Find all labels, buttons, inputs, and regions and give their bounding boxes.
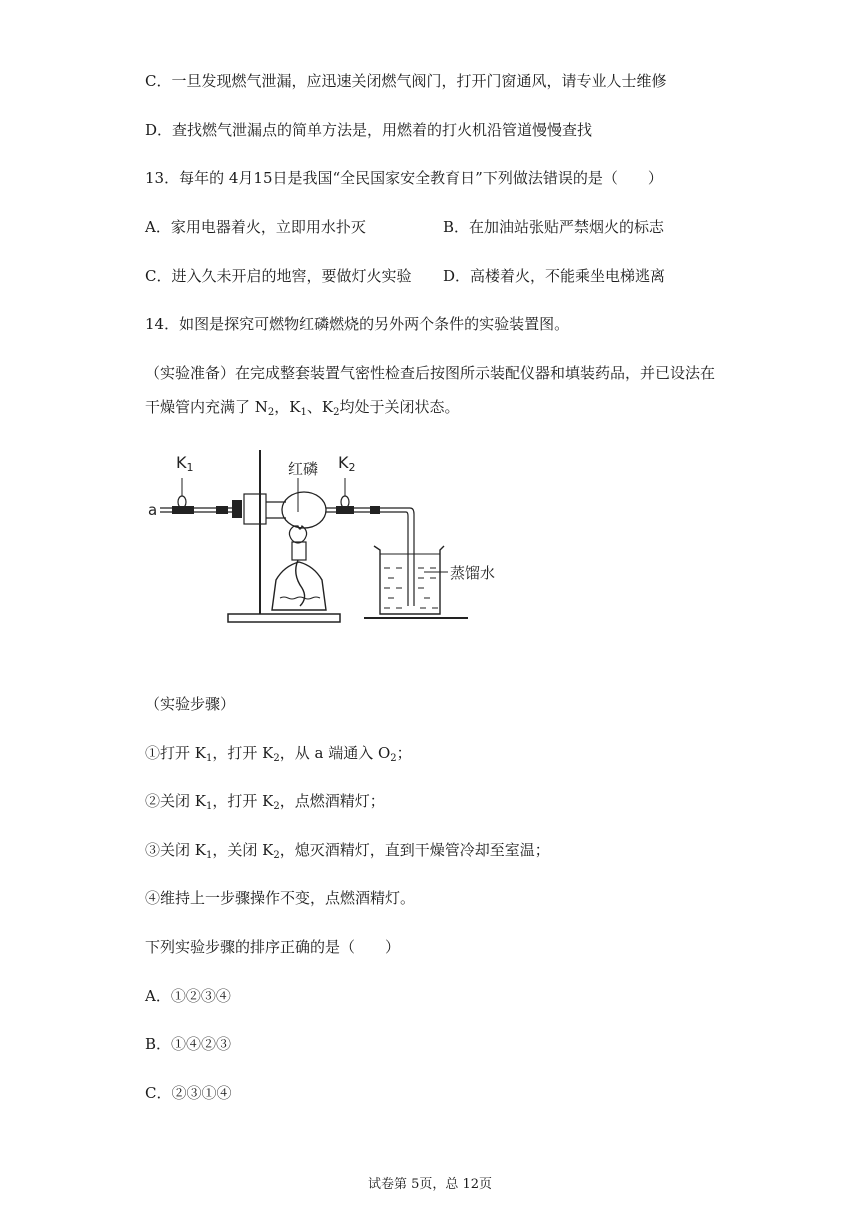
steps-title: （实验步骤） bbox=[145, 695, 236, 713]
stopper bbox=[232, 500, 242, 518]
step-2: ②关闭 $K_1$，打开 $K_2$，点燃酒精灯； bbox=[145, 792, 385, 812]
question-14: 14．如图是探究可燃物红磷燃烧的另外两个条件的实验装置图。 bbox=[145, 315, 570, 333]
question-ask: 下列实验步骤的排序正确的是（ ） bbox=[145, 938, 401, 956]
page-footer: 试卷第 5页，总 12页 bbox=[367, 1177, 493, 1192]
question-13: 13．每年的 4月15日是我国“全民国家安全教育日”下列做法错误的是（ ） bbox=[145, 169, 663, 187]
clamp bbox=[244, 494, 266, 524]
stand-base bbox=[228, 614, 340, 622]
flame bbox=[289, 526, 306, 543]
q13-option-b: B．在加油站张贴严禁烟火的标志 bbox=[443, 218, 665, 236]
water-surface bbox=[384, 568, 438, 608]
q13-option-a: A．家用电器着火，立即用水扑灭 bbox=[145, 218, 366, 236]
alcohol-lamp bbox=[272, 562, 326, 610]
k2-valve bbox=[336, 506, 354, 514]
step-1: ①打开 $K_1$，打开 $K_2$，从 a 端通入 $O_2$； bbox=[145, 744, 412, 764]
k2-label: K2 bbox=[338, 453, 356, 474]
red-phosphorus-label: 红磷 bbox=[288, 460, 319, 478]
distilled-water-label: 蒸馏水 bbox=[450, 564, 496, 582]
drying-tube-bulb bbox=[282, 492, 326, 528]
k1-label: K1 bbox=[176, 453, 194, 474]
lamp-wick-holder bbox=[292, 542, 306, 560]
a-label: a bbox=[148, 501, 158, 519]
q13-option-c: C．进入久未开启的地窖，要做灯火实验 bbox=[145, 267, 412, 285]
step-4: ④维持上一步骤操作不变，点燃酒精灯。 bbox=[145, 889, 416, 907]
q13-option-d: D．高楼着火，不能乘坐电梯逃离 bbox=[443, 267, 666, 285]
step-3: ③关闭 $K_1$，关闭 $K_2$，熄灭酒精灯，直到干燥管冷却至室温； bbox=[145, 841, 550, 861]
prep-line-2: 干燥管内充满了 $N_2$，$K_1$、$K_2$均处于关闭状态。 bbox=[145, 398, 460, 418]
prep-line-1: （实验准备）在完成整套装置气密性检查后按图所示装配仪器和填装药品，并已设法在 bbox=[145, 364, 716, 382]
option-a: A．①②③④ bbox=[145, 987, 231, 1005]
option-c-previous: C．一旦发现燃气泄漏，应迅速关闭燃气阀门，打开门窗通风，请专业人士维修 bbox=[145, 72, 667, 90]
option-b: B．①④②③ bbox=[145, 1035, 232, 1053]
option-c: C．②③①④ bbox=[145, 1084, 232, 1102]
beaker bbox=[374, 546, 444, 614]
apparatus-diagram bbox=[148, 450, 528, 636]
option-d-previous: D．查找燃气泄漏点的简单方法是，用燃着的打火机沿管道慢慢查找 bbox=[145, 121, 593, 139]
